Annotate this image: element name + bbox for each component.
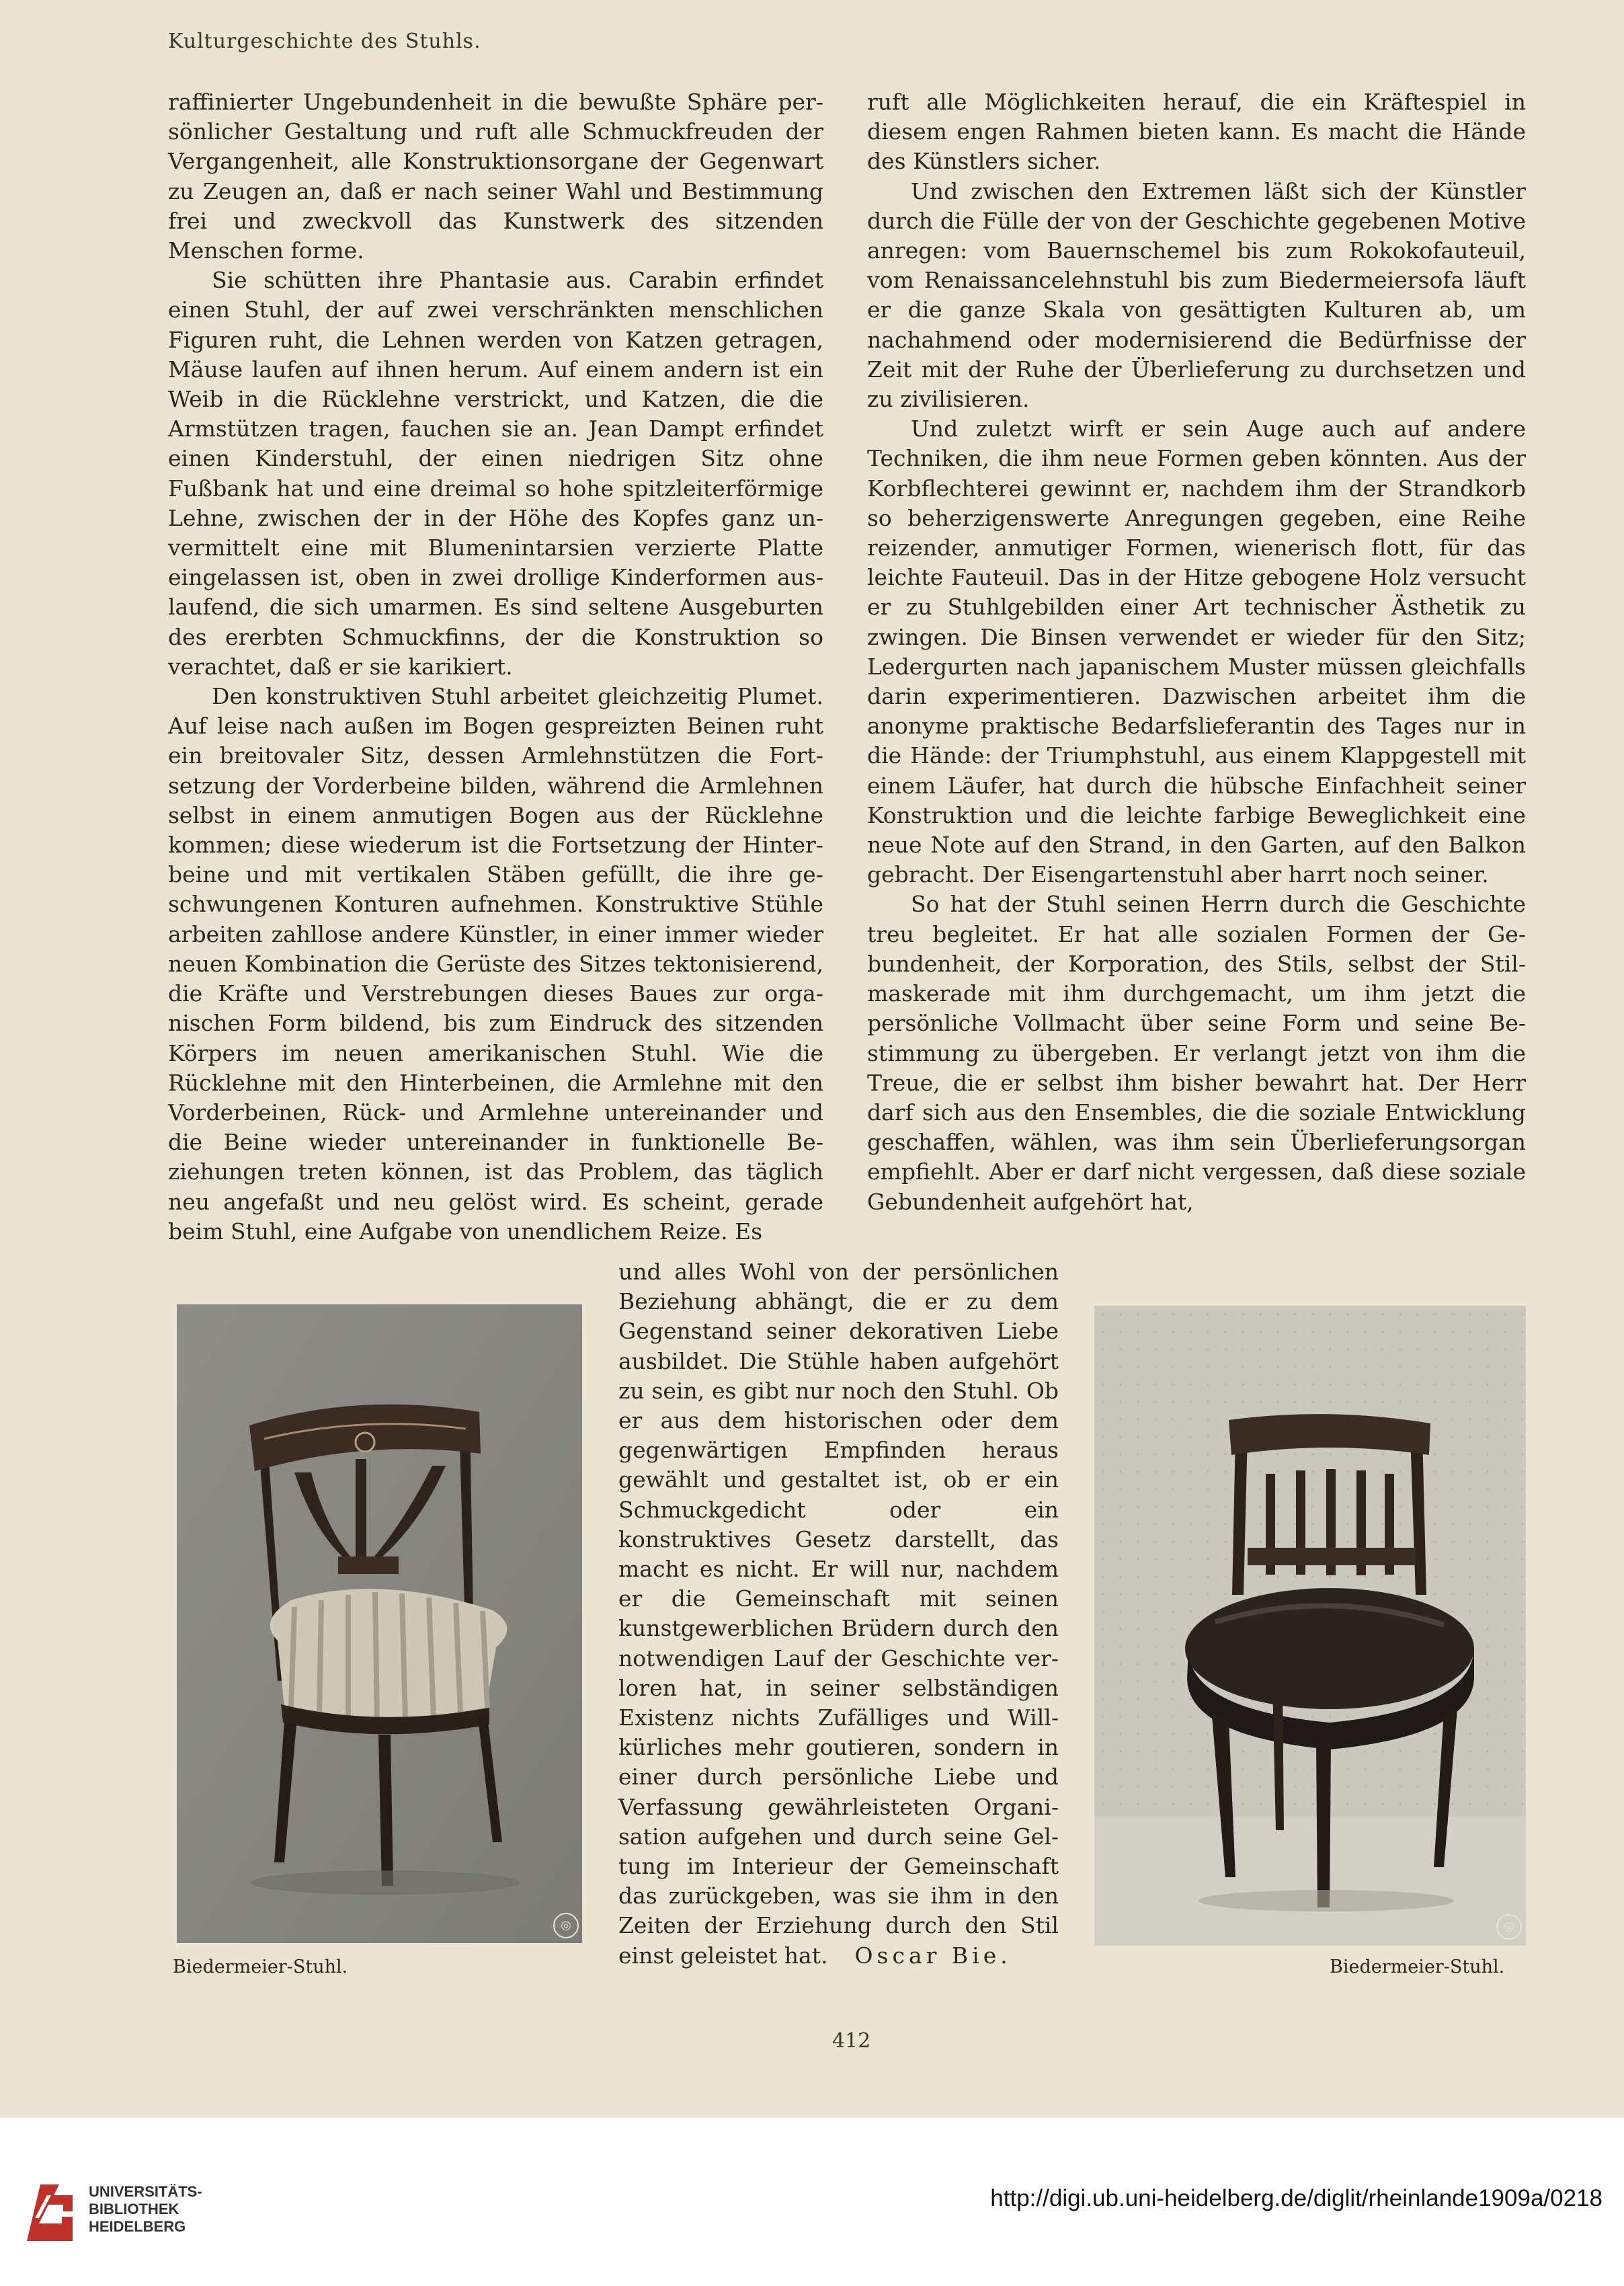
- running-head: Kulturgeschichte des Stuhls.: [168, 30, 481, 53]
- page-number: 412: [832, 2029, 871, 2053]
- middle-column: [618, 1257, 1059, 1971]
- caption-left: Biedermeier-Stuhl.: [173, 1957, 348, 1977]
- library-name: [89, 2183, 202, 2236]
- paragraph: Und zwischen den Extremen läßt sich der Künstler durch die Fülle der von der Geschichte gegebenen Motive anregen: vom Bauernschemel bis zum Rokokofauteuil, vom Renaissancelehnstuhl bis zum Biedermeiersofa läuft er die ganze Skala von gesättigten Kulturen ab, um nachahmend oder modernisierend die Bedürfnisse der Zeit mit der Ruhe der Überlieferung zu durchsetzen und zu zivilisieren.: [867, 178, 1526, 413]
- paragraph: ruft alle Möglichkeiten herauf, die ein Kräftespiel in diesem engen Rahmen bieten kann. Es macht die Hände des Künstlers sicher.: [867, 89, 1526, 175]
- left-column: [168, 87, 823, 1247]
- author-signature: Oscar Bie.: [854, 1942, 1012, 1969]
- library-name-line: UNIVERSITÄTS-: [89, 2183, 202, 2200]
- chair-illustration: [177, 1304, 582, 1943]
- paragraph: raffinierter Ungebundenheit in die bewußte Sphäre persönlicher Gestaltung und ruft alle Schmuckfreuden der Vergangenheit, alle Konstruktionsorgane der Gegenwart zu Zeugen an, daß er nach seiner Wahl und Bestimmung frei und zweckvoll das Kunstwerk des sitzenden Menschen forme.: [168, 89, 823, 264]
- library-name-line: HEIDELBERG: [89, 2218, 186, 2235]
- caption-right: Biedermeier-Stuhl.: [1330, 1957, 1505, 1977]
- paragraph: und alles Wohl von der persönlichen Beziehung abhängt, die er zu dem Gegenstand seiner dekorativen Liebe ausbildet. Die Stühle haben aufgehört zu sein, es gibt nur noch den Stuhl. Ob er aus dem historischen oder dem gegenwärtigen Empfinden heraus gewählt und gestaltet ist, ob er ein Schmuckgedicht oder ein konstruktives Gesetz darstellt, das macht es nicht. Er will nur, nachdem er die Gemeinschaft mit seinen kunstgewerblichen Brüdern durch den notwendigen Lauf der Geschichte verloren hat, in seiner selbständigen Existenz nichts Zufälliges und Willkürliches mehr goutieren, sondern in einer durch persönliche Liebe und Verfassung gewährleisteten Organisation aufgehen und durch seine Geltung im Interieur der Gemeinschaft das zurückgeben, was sie ihm in den Zeiten der Erziehung durch den Stil einst geleistet hat.: [618, 1259, 1059, 1969]
- chair-photo-right: [1094, 1306, 1526, 1946]
- paragraph: Sie schütten ihre Phantasie aus. Carabin erfindet einen Stuhl, der auf zwei verschränkten menschlichen Figuren ruht, die Lehnen werden von Katzen getragen, Mäuse laufen auf ihnen herum. Auf einem andern ist ein Weib in die Rücklehne verstrickt, und Katzen, die die Armstützen tragen, fauchen sie an. Jean Dampt erfindet einen Kinderstuhl, der einen niedrigen Sitz ohne Fußbank hat und eine dreimal so hohe spitzleiterförmige Lehne, zwischen der in der Höhe des Kopfes ganz unvermittelt eine mit Blumenintarsien verzierte Platte eingelassen ist, oben in zwei drollige Kinderformen auslaufend, die sich umarmen. Es sind seltene Ausgeburten des ererbten Schmuckfinns, der die Konstruktion so verachtet, daß er sie karikiert.: [168, 267, 823, 680]
- university-library-logo-icon[interactable]: [20, 2182, 79, 2244]
- library-name-line: BIBLIOTHEK: [89, 2201, 179, 2217]
- paragraph: So hat der Stuhl seinen Herrn durch die Geschichte treu begleitet. Er hat alle sozialen Formen der Gebundenheit, der Korporation, des Stils, selbst der Stilmaskerade mit ihm durchgemacht, um ihm jetzt die persönliche Vollmacht über seine Form und seine Bestimmung zu übergeben. Er verlangt jetzt von ihm die Treue, die er selbst ihm bisher bewahrt hat. Der Herr darf sich aus den Ensembles, die die soziale Entwicklung geschaffen, wählen, was ihm sein Überlieferungsorgan empfiehlt. Aber er darf nicht vergessen, daß diese soziale Gebundenheit aufgehört hat,: [867, 891, 1526, 1215]
- chair-photo-left: [177, 1304, 582, 1943]
- library-stamp-icon: ◎: [553, 1913, 579, 1938]
- paragraph: Den konstruktiven Stuhl arbeitet gleichzeitig Plumet. Auf leise nach außen im Bogen gespreizten Beinen ruht ein breitovaler Sitz, dessen Armlehnstützen die Fortsetzung der Vorderbeine bilden, während die Armlehnen selbst in einem anmutigen Bogen aus der Rücklehne kommen; diese wiederum ist die Fortsetzung der Hinterbeine und mit vertikalen Stäben gefüllt, die ihre geschwungenen Konturen aufnehmen. Konstruktive Stühle arbeiten zahllose andere Künstler, in einer immer wieder neuen Kombination die Gerüste des Sitzes tektonisierend, die Kräfte und Verstrebungen dieses Baues zur organischen Form bildend, bis zum Eindruck des sitzenden Körpers im neuen amerikanischen Stuhl. Wie die Rücklehne mit den Hinterbeinen, die Armlehne mit den Vorderbeinen, Rück- und Armlehne untereinander und die Beine wieder untereinander in funktionelle Beziehungen treten können, ist das Problem, das täglich neu angefaßt und neu gelöst wird. Es scheint, gerade beim Stuhl, eine Aufgabe von unendlichem Reize. Es: [168, 683, 823, 1245]
- permalink-url[interactable]: http://digi.ub.uni-heidelberg.de/diglit/rheinlande1909a/0218: [990, 2185, 1602, 2211]
- paragraph: Und zuletzt wirft er sein Auge auch auf andere Techniken, die ihm neue Formen geben könnten. Aus der Korbflechterei gewinnt er, nachdem ihm der Strandkorb so beherzigenswerte Anregungen gegeben, eine Reihe reizender, anmutiger Formen, wienerisch flott, für das leichte Fauteuil. Das in der Hitze gebogene Holz versucht er zu Stuhlgebilden einer Art technischer Ästhetik zu zwingen. Die Binsen verwendet er wieder für den Sitz; Ledergurten nach japanischem Muster müssen gleichfalls darin experimentieren. Dazwischen arbeitet ihm die anonyme praktische Bedarfslieferantin des Tages nur in die Hände: der Triumphstuhl, aus einem Klappgestell mit einem Läufer, hat durch die hübsche Einfachheit seiner Konstruktion und die leichte farbige Beweglichkeit eine neue Note auf den Strand, in den Garten, auf den Balkon gebracht. Der Eisengartenstuhl aber harrt noch seiner.: [867, 416, 1526, 888]
- right-column: [867, 87, 1526, 1217]
- library-stamp-icon: ◎: [1496, 1914, 1522, 1940]
- chair-illustration: [1094, 1306, 1526, 1946]
